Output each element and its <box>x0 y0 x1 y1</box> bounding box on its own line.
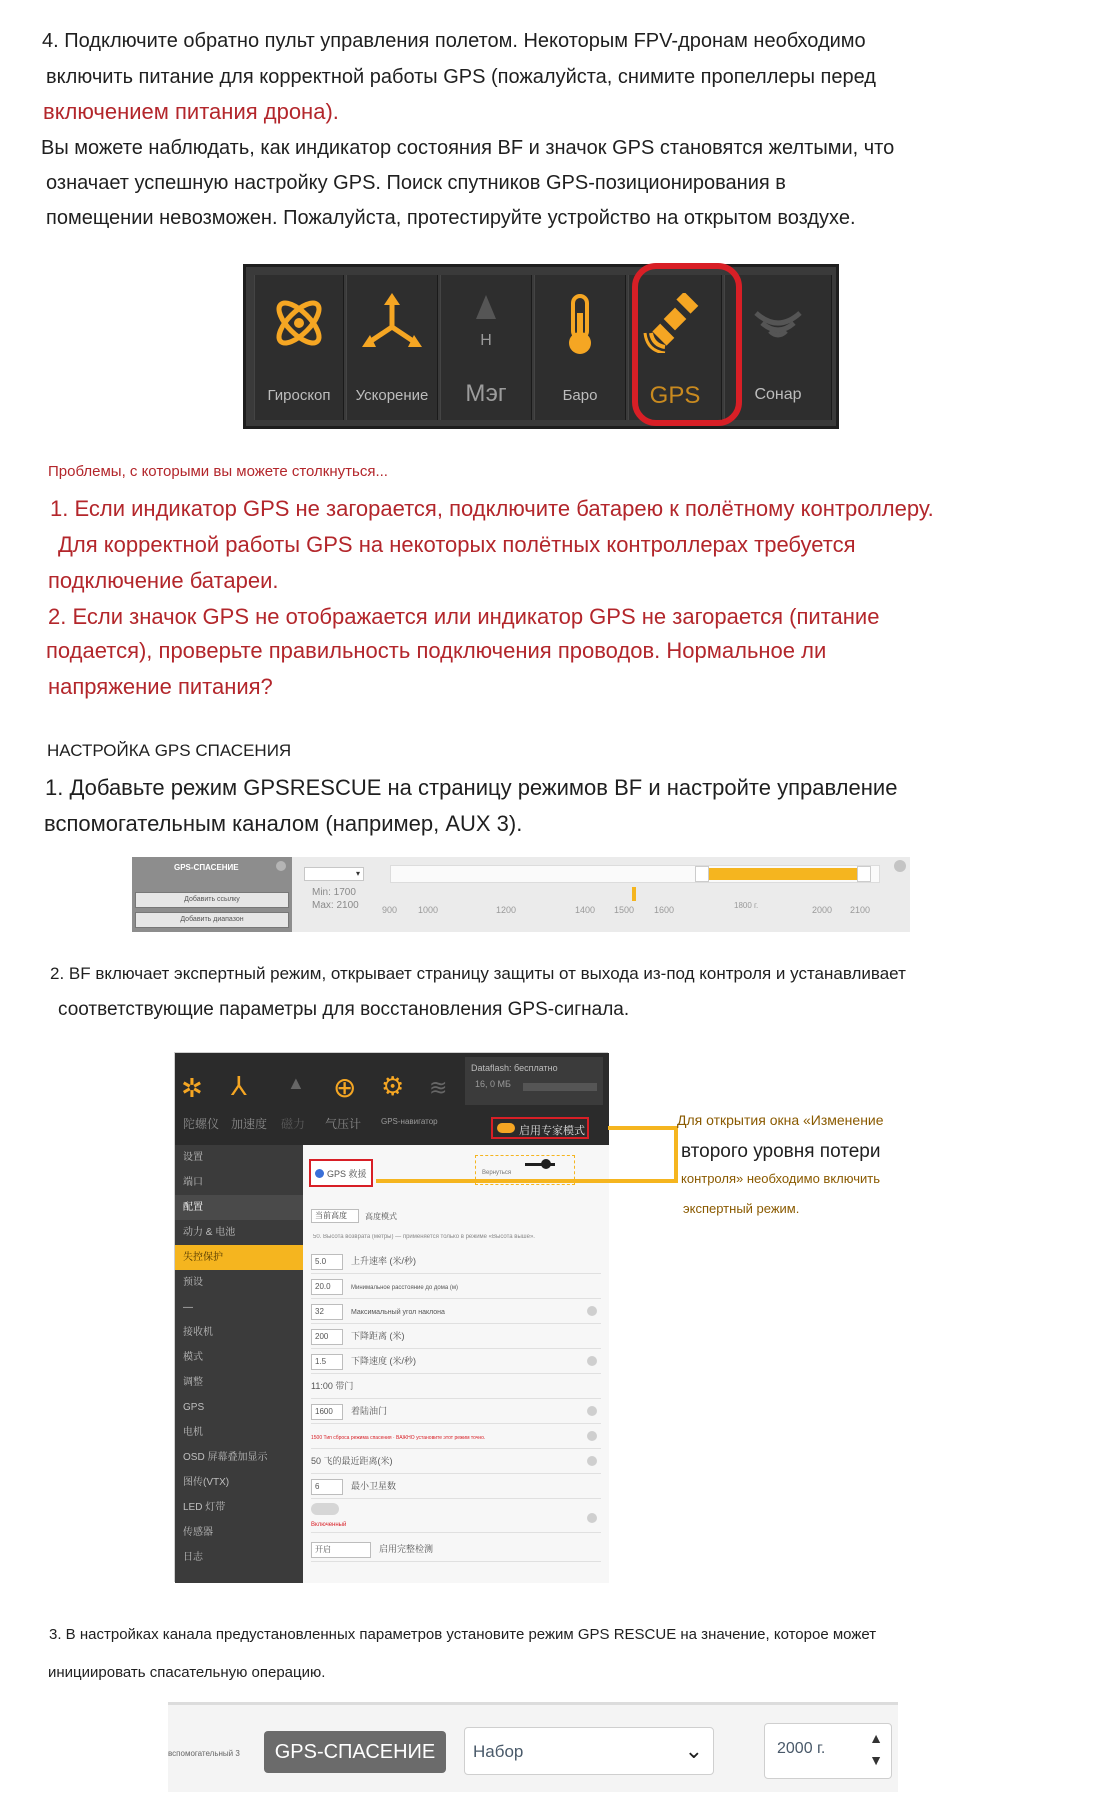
altitude-mode-label: 高度模式 <box>365 1212 397 1221</box>
channel-position-marker <box>632 887 636 901</box>
rescue-step-1-line-2: вспомогательным каналом (например, AUX 3). <box>44 811 523 836</box>
rescue-step-2-line-1: 2. BF включает экспертный режим, открывает страницу защиты от выхода из-под контроля и устанавливает <box>50 964 906 983</box>
problem-1-line-3: подключение батареи. <box>48 568 279 593</box>
gps-rescue-option-box[interactable] <box>309 1159 373 1187</box>
dataflash-panel <box>465 1057 603 1105</box>
menu-item-power[interactable]: 动力 & 电池 <box>183 1227 236 1238</box>
gps-satellite-icon: ⚙ <box>381 1071 405 1101</box>
return-label: Вернуться <box>482 1170 512 1176</box>
setting-label: Включенный <box>311 1522 347 1528</box>
mode-help-icon <box>276 861 286 871</box>
menu-item-led[interactable]: LED 灯带 <box>183 1502 226 1513</box>
setting-spinner[interactable]: 20.0 <box>311 1279 343 1295</box>
setting-row <box>311 1374 601 1399</box>
setting-label: 50 飞的最近距离(米) <box>311 1456 393 1466</box>
gps-rescue-radio[interactable] <box>315 1169 324 1178</box>
setting-row <box>311 1249 601 1274</box>
range-handle-min[interactable] <box>695 866 709 882</box>
setting-row <box>311 1424 601 1449</box>
rescue-step-3-line-1: 3. В настройках канала предустановленных параметров установите режим GPS RESCUE на значение, которое может <box>49 1626 877 1643</box>
menu-item-vtx[interactable]: 图传(VTX) <box>183 1477 230 1488</box>
tick-1200: 1200 <box>496 905 517 915</box>
sensor-barometer-label: Баро <box>562 387 598 404</box>
menu-item-setup[interactable]: 设置 <box>183 1152 203 1163</box>
setting-row <box>311 1299 601 1324</box>
help-icon[interactable] <box>587 1356 597 1366</box>
setting-label: 着陆油门 <box>351 1406 388 1416</box>
tick-1800: 1800 г. <box>734 901 759 910</box>
magnetometer-sub-label: H <box>480 332 492 349</box>
annotation-line-3: контроля» необходимо включить <box>681 1171 880 1186</box>
sensor-gyro-label: Гироскоп <box>267 387 331 404</box>
tick-900: 900 <box>382 905 398 915</box>
expert-sensor-gps-label: GPS-навигатор <box>381 1117 438 1126</box>
sensor-accelerometer-label: Ускорение <box>355 387 429 404</box>
setting-spinner[interactable]: 1.5 <box>311 1354 343 1370</box>
annotation-connector-2 <box>376 1179 676 1183</box>
menu-item-adjustments[interactable]: 调整 <box>183 1377 203 1388</box>
expert-mode-toggle[interactable] <box>491 1117 589 1139</box>
setting-row <box>311 1449 601 1474</box>
problems-heading: Проблемы, с которыми вы можете столкнуться... <box>48 463 388 480</box>
expert-sensor-acc-label: 加速度 <box>231 1117 268 1131</box>
sensor-accelerometer <box>346 275 438 420</box>
chevron-down-icon: ⌄ <box>684 1738 703 1763</box>
add-range-button[interactable]: Добавить диапазон <box>135 912 289 928</box>
setting-row <box>311 1499 601 1533</box>
menu-item-ports[interactable]: 端口 <box>183 1177 203 1188</box>
aux-channel-label: вспомогательный 3 <box>168 1749 240 1758</box>
value-stepper[interactable] <box>764 1723 892 1779</box>
setting-label: Минимальное расстояние до дома (м) <box>351 1285 458 1291</box>
barometer-icon <box>535 293 625 362</box>
problem-2-line-1: 2. Если значок GPS не отображается или индикатор GPS не загорается (питание <box>48 604 880 629</box>
dataflash-label: Dataflash: бесплатно <box>471 1063 558 1073</box>
intro-line-5: означает успешную настройку GPS. Поиск спутников GPS-позиционирования в <box>46 172 786 194</box>
setting-spinner[interactable]: 32 <box>311 1304 343 1320</box>
help-icon[interactable] <box>587 1456 597 1466</box>
range-track[interactable] <box>390 865 880 883</box>
modes-row <box>132 857 910 932</box>
magnetometer-icon: ▲ <box>287 1073 305 1093</box>
tick-2000: 2000 <box>812 905 833 915</box>
sensor-barometer <box>534 275 626 420</box>
range-max: Max: 2100 <box>312 900 359 911</box>
annotation-connector-3 <box>674 1126 678 1183</box>
setting-spinner[interactable]: 200 <box>311 1329 343 1345</box>
intro-line-3-warning: включением питания дрона). <box>43 99 339 124</box>
expert-mode-label: 启用专家模式 <box>519 1125 585 1137</box>
tick-1500: 1500 <box>614 905 635 915</box>
return-slider-knob[interactable] <box>541 1159 551 1169</box>
altitude-mode-select[interactable] <box>311 1209 359 1223</box>
setting-label: 下降速度 (米/秒) <box>351 1356 416 1366</box>
aux-mode-row <box>168 1702 898 1792</box>
setting-label: 下降距离 (米) <box>351 1331 405 1341</box>
dataflash-bar <box>523 1083 597 1091</box>
dataflash-size: 16, 0 МБ <box>475 1079 511 1089</box>
problem-2-line-2: подается), проверьте правильность подключения проводов. Нормальное ли <box>46 638 827 663</box>
menu-item-modes[interactable]: 模式 <box>183 1352 203 1363</box>
expert-sensor-gyro-label: 陀螺仪 <box>183 1117 220 1131</box>
gyro-icon <box>255 293 343 358</box>
gps-highlight-ring <box>632 263 742 426</box>
mode-name-panel <box>132 857 292 932</box>
intro-line-6: помещении невозможен. Пожалуйста, протестируйте устройство на открытом воздухе. <box>46 207 856 229</box>
setting-row <box>311 1537 601 1562</box>
setting-row <box>311 1474 601 1499</box>
help-icon[interactable] <box>587 1406 597 1416</box>
setting-label: 1500 Тип сброса режима спасения · ВАЖНО установите этот режим точно. <box>311 1435 486 1441</box>
accelerometer-icon <box>347 293 437 358</box>
intro-line-1: 4. Подключите обратно пульт управления полетом. Некоторым FPV-дронам необходимо <box>42 30 866 52</box>
aux-channel-select[interactable] <box>304 867 364 881</box>
menu-item-gps[interactable]: GPS <box>183 1402 205 1413</box>
problem-1-line-2: Для корректной работы GPS на некоторых полётных контроллерах требуется <box>58 532 856 557</box>
help-icon[interactable] <box>587 1431 597 1441</box>
setting-row <box>311 1349 601 1374</box>
problem-1-line-1: 1. Если индикатор GPS не загорается, подключите батарею к полётному контроллеру. <box>50 496 934 521</box>
setting-spinner[interactable]: 1600 <box>311 1404 343 1420</box>
value-stepper-value: 2000 г. <box>777 1740 826 1757</box>
barometer-icon: ⊕ <box>333 1072 357 1103</box>
expert-sensor-mag-label: 磁力 <box>281 1117 306 1131</box>
range-fill <box>703 868 861 880</box>
menu-item-sensors[interactable]: 传感器 <box>183 1527 213 1538</box>
altitude-note: 50. Высота возврата (метры) — применяется только в режиме «Высота выше». <box>313 1234 535 1240</box>
sensor-sonar-label: Сонар <box>754 386 802 403</box>
expert-topbar <box>175 1053 609 1145</box>
expert-sidebar <box>175 1145 303 1583</box>
setting-row <box>311 1274 601 1299</box>
problem-2-line-3: напряжение питания? <box>48 674 273 699</box>
setting-spinner[interactable]: 5.0 <box>311 1254 343 1270</box>
setting-label: Максимальный угол наклона <box>351 1309 445 1316</box>
setting-label: 启用完整检测 <box>379 1544 434 1554</box>
sensor-gyro <box>254 275 344 420</box>
failsafe-settings-panel <box>303 1145 609 1583</box>
gyro-icon: ✲ <box>181 1073 203 1103</box>
menu-item-osd[interactable]: OSD 屏幕叠加显示 <box>183 1452 268 1463</box>
help-icon[interactable] <box>587 1306 597 1316</box>
add-link-button[interactable]: Добавить ссылку <box>135 892 289 908</box>
sensor-magnetometer <box>440 275 532 420</box>
mode-title: GPS-СПАСЕНИЕ <box>174 863 239 872</box>
menu-item-presets[interactable]: 预设 <box>183 1277 203 1288</box>
setting-label: 11:00 带门 <box>311 1381 354 1391</box>
rescue-heading: НАСТРОЙКА GPS СПАСЕНИЯ <box>47 741 292 760</box>
menu-item-motors[interactable]: 电机 <box>183 1427 203 1438</box>
menu-item-failsafe[interactable]: 失控保护 <box>175 1245 303 1270</box>
setting-row <box>311 1399 601 1424</box>
tick-1600: 1600 <box>654 905 675 915</box>
menu-item-receiver[interactable]: 接收机 <box>183 1327 213 1338</box>
sensor-gps-label: GPS <box>649 382 701 409</box>
stepper-down-icon[interactable]: ▼ <box>869 1752 883 1768</box>
rescue-step-1-line-1: 1. Добавьте режим GPSRESCUE на страницу режимов BF и настройте управление <box>45 775 898 800</box>
chevron-down-icon: ▾ <box>355 869 360 878</box>
tick-1400: 1400 <box>575 905 596 915</box>
setting-select[interactable]: 开启 <box>311 1542 371 1558</box>
annotation-line-4: экспертный режим. <box>683 1201 800 1216</box>
menu-item-config[interactable]: 配置 <box>175 1195 303 1220</box>
accelerometer-icon: ⅄ <box>231 1071 247 1101</box>
setting-label: 上升速率 (米/秒) <box>351 1256 416 1266</box>
mode-gps-rescue-button[interactable]: GPS-СПАСЕНИЕ <box>264 1731 446 1773</box>
annotation-line-2: второго уровня потери <box>681 1141 881 1162</box>
annotation-line-1: Для открытия окна «Изменение <box>677 1112 884 1128</box>
expert-mode-screenshot <box>174 1052 608 1582</box>
tick-1000: 1000 <box>418 905 439 915</box>
sensor-status-bar <box>243 264 839 429</box>
range-handle-max[interactable] <box>857 866 871 882</box>
sonar-icon: ≋ <box>429 1075 448 1100</box>
remove-range-icon[interactable] <box>894 860 906 872</box>
setting-label: 最小卫星数 <box>351 1481 397 1491</box>
setting-row <box>311 1324 601 1349</box>
expert-sensor-baro-label: 气压计 <box>325 1117 362 1131</box>
stepper-up-icon[interactable]: ▲ <box>869 1730 883 1746</box>
help-icon[interactable] <box>587 1513 597 1523</box>
toggle-switch[interactable] <box>497 1123 515 1133</box>
menu-item-logs[interactable]: 日志 <box>183 1552 203 1563</box>
intro-line-4: Вы можете наблюдать, как индикатор состояния BF и значок GPS становятся желтыми, что <box>41 137 895 159</box>
magnetometer-icon <box>441 293 531 350</box>
mode-select-value: Набор <box>473 1742 524 1761</box>
rescue-step-3-line-2: инициировать спасательную операцию. <box>48 1664 326 1681</box>
setting-spinner[interactable]: 6 <box>311 1479 343 1495</box>
intro-line-2: включить питание для корректной работы GPS (пожалуйста, снимите пропеллеры перед <box>46 66 876 88</box>
annotation-connector-1 <box>608 1126 676 1130</box>
range-min: Min: 1700 <box>312 887 356 898</box>
rescue-step-2-line-2: соответствующие параметры для восстановления GPS-сигнала. <box>58 999 630 1020</box>
gps-rescue-label: GPS 救援 <box>327 1169 367 1179</box>
menu-item-pid[interactable]: — <box>183 1302 193 1313</box>
sensor-magnetometer-label: Мэг <box>465 380 507 407</box>
altitude-mode-value: 当前高度 <box>315 1211 347 1220</box>
mode-select[interactable] <box>464 1727 714 1775</box>
tick-2100: 2100 <box>850 905 871 915</box>
